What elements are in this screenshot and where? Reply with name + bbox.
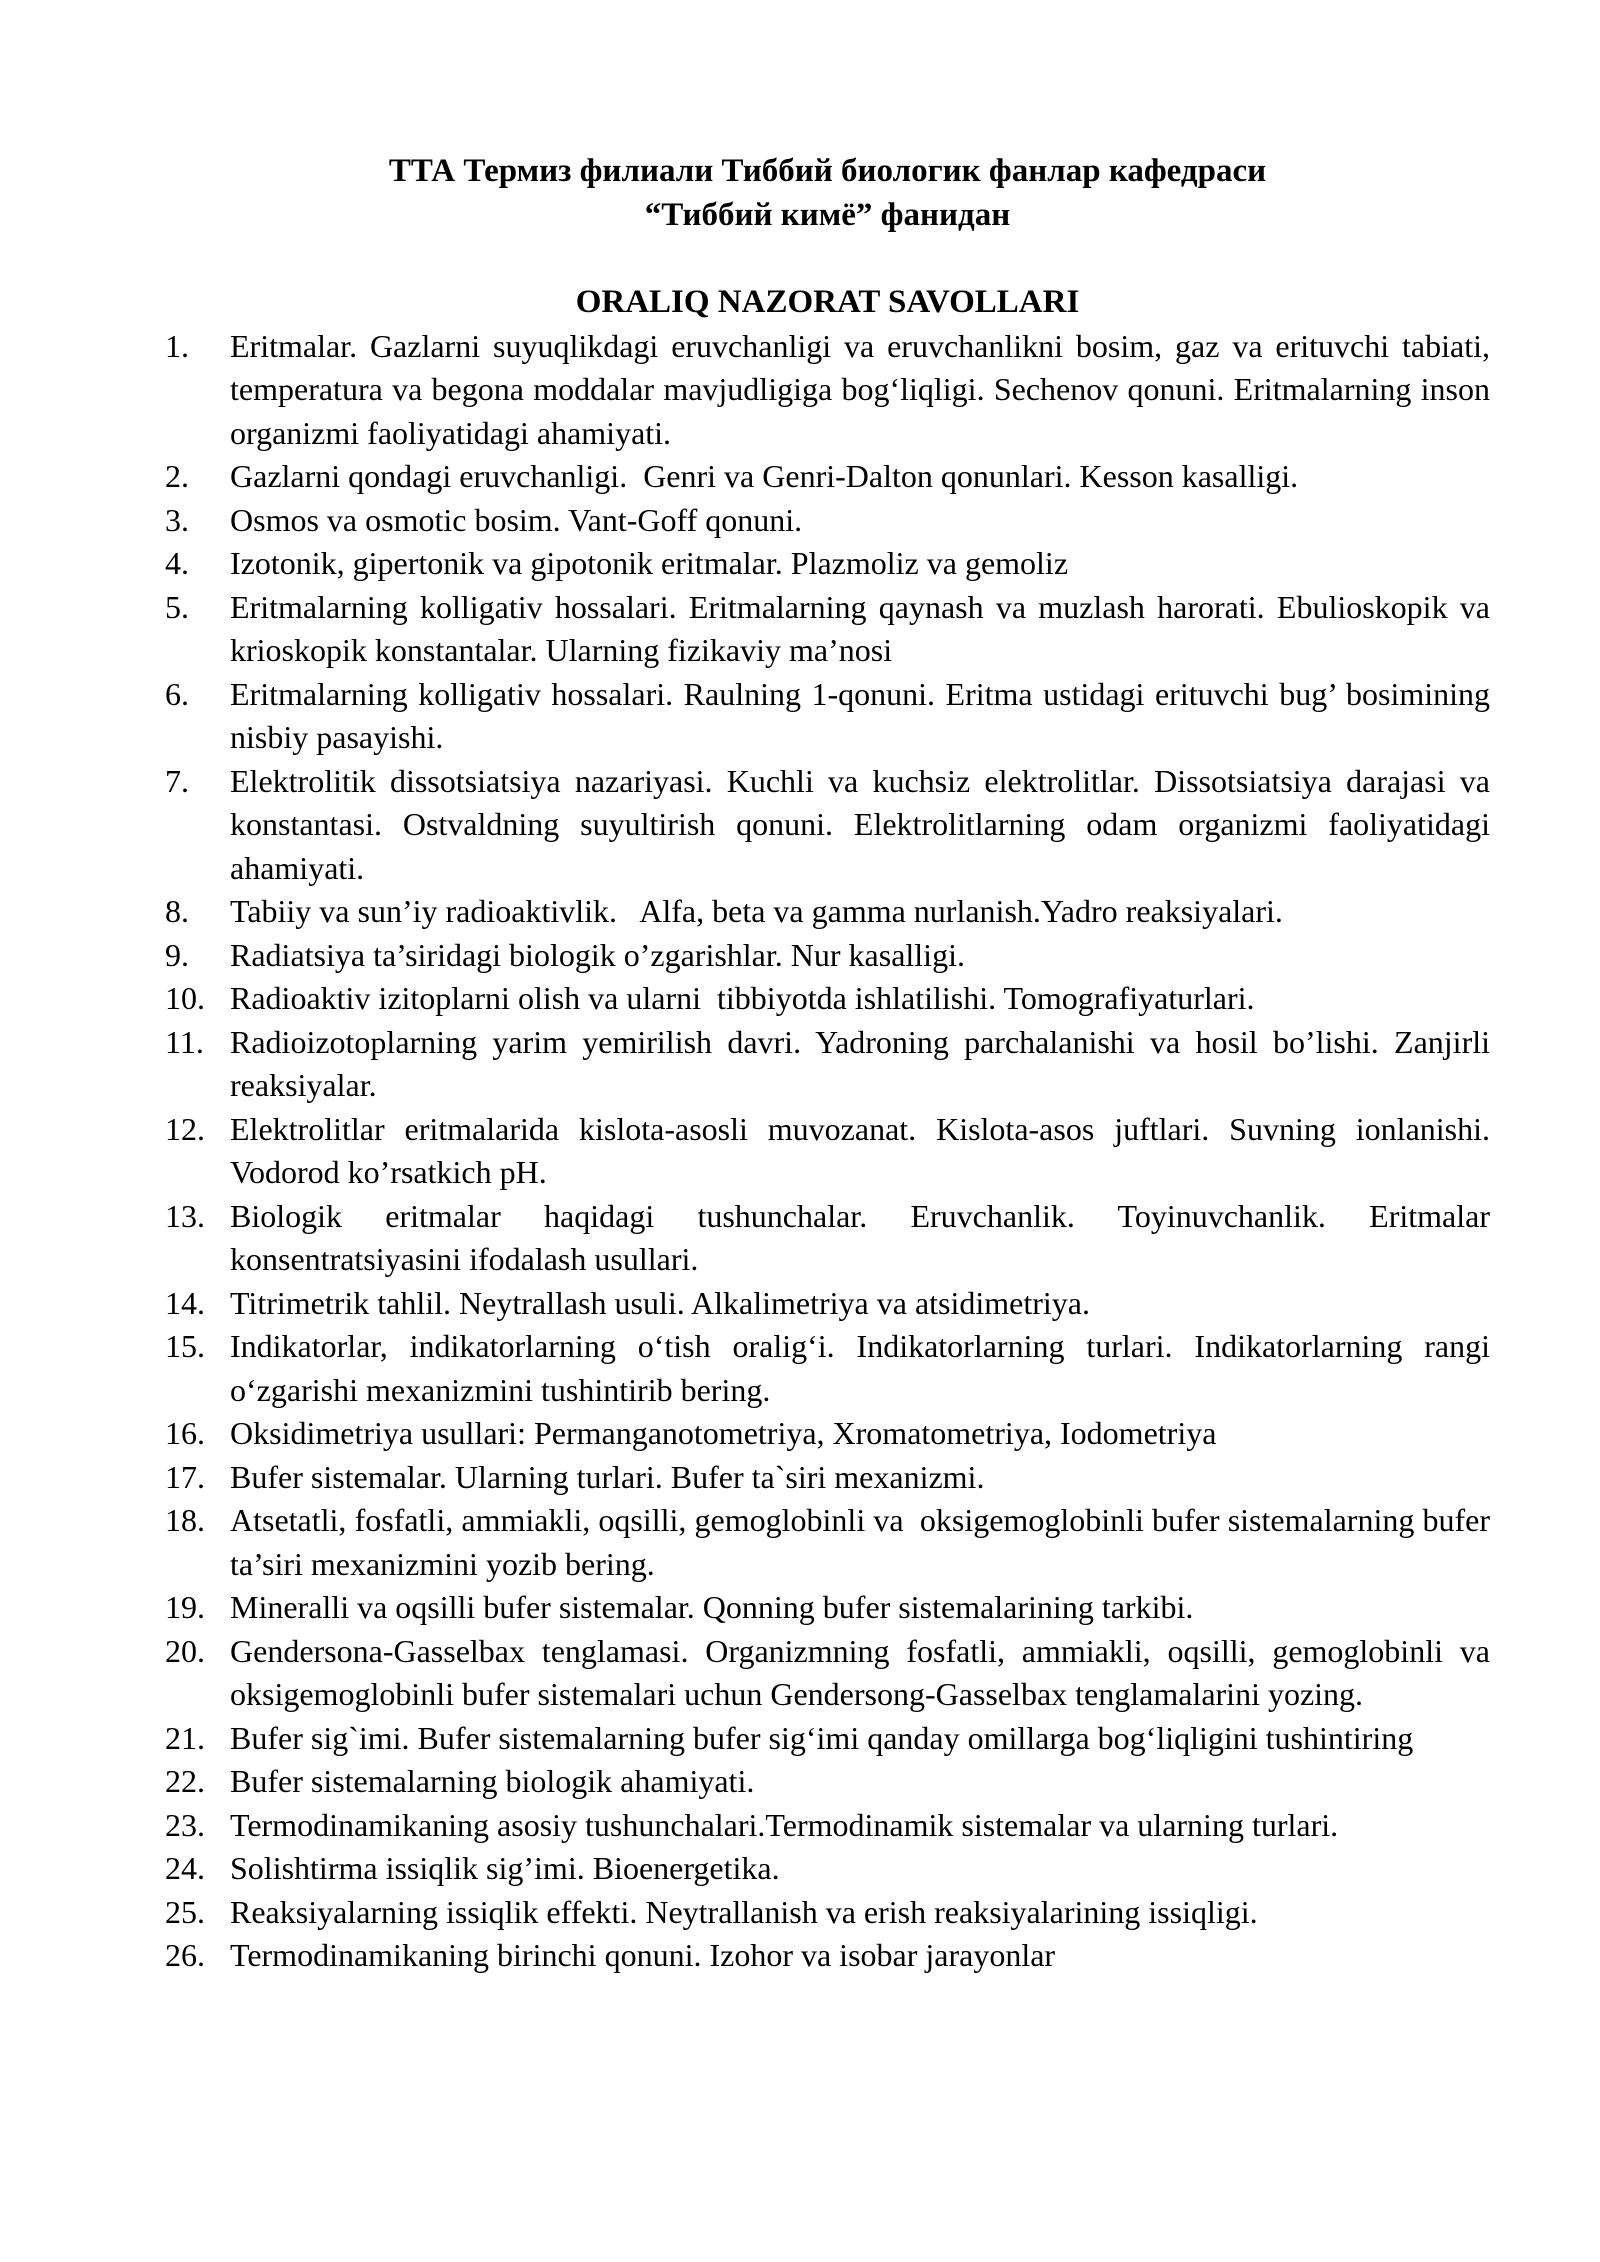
list-item-text: Eritmalarning kolligativ hossalari. Raulning 1-qonuni. Eritma ustidagi erituvchi bug’ bosimining nisbiy pasayishi.	[230, 675, 1498, 755]
list-item-number: 1.	[165, 327, 189, 364]
list-item	[165, 455, 1490, 499]
list-item-number: 12.	[165, 1110, 205, 1147]
list-item	[165, 1934, 1490, 1978]
list-item-text: Radioizotoplarning yarim yemirilish davri. Yadroning parchalanishi va hosil bo’lishi. Zanjirli reaksiyalar.	[230, 1023, 1498, 1103]
list-item	[165, 934, 1490, 978]
list-item-number: 19.	[165, 1589, 205, 1625]
list-item-number: 10.	[165, 980, 205, 1016]
list-item	[165, 1282, 1490, 1326]
list-item	[165, 1195, 1498, 1282]
list-item	[165, 1021, 1498, 1108]
list-item-number: 6.	[165, 675, 189, 712]
list-item-text: Biologik eritmalar haqidagi tushunchalar. Eruvchanlik. Toyinuvchanlik. Eritmalar konsentratsiyasini ifodalash usullari.	[230, 1197, 1498, 1277]
list-item-number: 24.	[165, 1850, 205, 1886]
department-header-line: ТТА Термиз филиали Тиббий биологик фанлар кафедраси	[388, 153, 1267, 189]
list-item-text: Atsetatli, fosfatli, ammiakli, oqsilli, gemoglobinli va oksigemoglobinli bufer sistemalarning bufer ta’siri mexanizmini yozib bering.	[230, 1502, 1498, 1582]
list-item	[165, 1586, 1490, 1630]
list-item-text: Bufer sistemalar. Ularning turlari. Bufer ta`siri mexanizmi.	[230, 1458, 985, 1495]
list-item	[165, 1760, 1490, 1804]
list-item-number: 9.	[165, 936, 189, 973]
list-item-text: Solishtirma issiqlik sig’imi. Bioenergetika.	[230, 1850, 780, 1886]
list-item-number: 3.	[165, 501, 189, 538]
list-item-number: 23.	[165, 1806, 205, 1843]
subject-header-line: “Тиббий кимё” фанидан	[644, 196, 1011, 233]
list-item	[165, 1630, 1506, 1717]
list-item-number: 14.	[165, 1284, 205, 1321]
list-item	[165, 1847, 1490, 1891]
list-item	[165, 1891, 1490, 1935]
list-item-number: 4.	[165, 545, 189, 581]
list-item-text: Tabiiy va sun’iy radioaktivlik. Alfa, beta va gamma nurlanish.Yadro reaksiyalari.	[230, 893, 1283, 929]
list-item	[165, 1499, 1498, 1586]
list-item	[165, 542, 1490, 586]
list-item-text: Termodinamikaning birinchi qonuni. Izohor va isobar jarayonlar	[230, 1937, 1056, 1973]
list-item-text: Osmos va osmotic bosim. Vant-Goff qonuni.	[230, 501, 803, 538]
list-item-number: 16.	[165, 1415, 205, 1451]
list-item-text: Izotonik, gipertonik va gipotonik eritmalar. Plazmoliz va gemoliz	[230, 545, 1069, 581]
list-item-number: 22.	[165, 1763, 205, 1799]
list-item-text: Titrimetrik tahlil. Neytrallash usuli. Alkalimetriya va atsidimetriya.	[230, 1284, 1090, 1321]
list-item	[165, 586, 1498, 673]
list-item	[165, 1717, 1490, 1761]
list-item	[165, 1108, 1498, 1195]
section-title: ORALIQ NAZORAT SAVOLLARI	[575, 284, 1080, 320]
list-item-text: Indikatorlar, indikatorlarning o‘tish oralig‘i. Indikatorlarning turlari. Indikatorlarning rangi o‘zgarishi mexanizmini tushintirib bering.	[230, 1328, 1498, 1408]
list-item	[165, 1325, 1498, 1412]
list-item-text: Radiatsiya ta’siridagi biologik o’zgarishlar. Nur kasalligi.	[230, 936, 965, 973]
list-item	[165, 1412, 1490, 1456]
list-item-text: Termodinamikaning asosiy tushunchalari.Termodinamik sistemalar va ularning turlari.	[230, 1806, 1339, 1843]
list-item-text: Oksidimetriya usullari: Permanganotometriya, Xromatometriya, Iodometriya	[230, 1415, 1217, 1451]
list-item-number: 11.	[165, 1023, 204, 1060]
list-item-number: 13.	[165, 1197, 205, 1234]
list-item-number: 5.	[165, 588, 189, 625]
list-item-text: Mineralli va oqsilli bufer sistemalar. Qonning bufer sistemalarining tarkibi.	[230, 1589, 1194, 1625]
list-item-number: 21.	[165, 1719, 205, 1756]
list-item-number: 25.	[165, 1893, 205, 1930]
list-item-number: 7.	[165, 762, 189, 799]
list-item	[165, 1456, 1490, 1500]
list-item-number: 20.	[165, 1632, 205, 1669]
list-item-text: Gazlarni qondagi eruvchanligi. Genri va Genri-Dalton qonunlari. Kesson kasalligi.	[230, 458, 1299, 494]
document-header	[165, 150, 1490, 237]
list-item	[165, 325, 1498, 456]
list-item-number: 2.	[165, 458, 189, 494]
list-item	[165, 499, 1490, 543]
list-item-text: Eritmalar. Gazlarni suyuqlikdagi eruvchanligi va eruvchanlikni bosim, gaz va erituvchi tabiati, temperatura va begona moddalar mavjudligiga bog‘liqligi. Sechenov qonuni. Eritmalarning inson organizmi faoliyatidagi ahamiyati.	[230, 327, 1498, 451]
list-item-text: Radioaktiv izitoplarni olish va ularni tibbiyotda ishlatilishi. Tomografiyaturlari.	[230, 980, 1255, 1016]
list-item	[165, 673, 1498, 760]
list-item-text: Bufer sistemalarning biologik ahamiyati.	[230, 1763, 755, 1799]
list-item	[165, 1804, 1490, 1848]
list-item-text: Gendersona-Gasselbax tenglamasi. Organizmning fosfatli, ammiakli, oqsilli, gemoglobinli va oksigemoglobinli bufer sistemalari uchun Gendersong-Gasselbax tenglamalarini yozing.	[230, 1632, 1506, 1712]
list-item-number: 17.	[165, 1458, 205, 1495]
questions-list	[165, 325, 1506, 1978]
list-item-number: 15.	[165, 1328, 205, 1364]
list-item	[165, 890, 1490, 934]
list-item-text: Eritmalarning kolligativ hossalari. Eritmalarning qaynash va muzlash harorati. Ebulioskopik va krioskopik konstantalar. Ularning fizikaviy ma’nosi	[230, 588, 1498, 668]
list-item-number: 26.	[165, 1937, 205, 1973]
list-item-number: 18.	[165, 1502, 205, 1538]
list-item	[165, 977, 1490, 1021]
list-item-number: 8.	[165, 893, 189, 929]
list-item-text: Reaksiyalarning issiqlik effekti. Neytrallanish va erish reaksiyalarining issiqligi.	[230, 1893, 1258, 1930]
list-item	[165, 760, 1498, 891]
list-item-text: Elektrolitik dissotsiatsiya nazariyasi. Kuchli va kuchsiz elektrolitlar. Dissotsiatsiya darajasi va konstantasi. Ostvaldning suyultirish qonuni. Elektrolitlarning odam organizmi faoliyatidagi ahamiyati.	[230, 762, 1498, 886]
list-item-text: Elektrolitlar eritmalarida kislota-asosli muvozanat. Kislota-asos juftlari. Suvning ionlanishi. Vodorod ko’rsatkich pH.	[230, 1110, 1498, 1190]
list-item-text: Bufer sig`imi. Bufer sistemalarning bufer sig‘imi qanday omillarga bog‘liqligini tushintiring	[230, 1719, 1414, 1756]
